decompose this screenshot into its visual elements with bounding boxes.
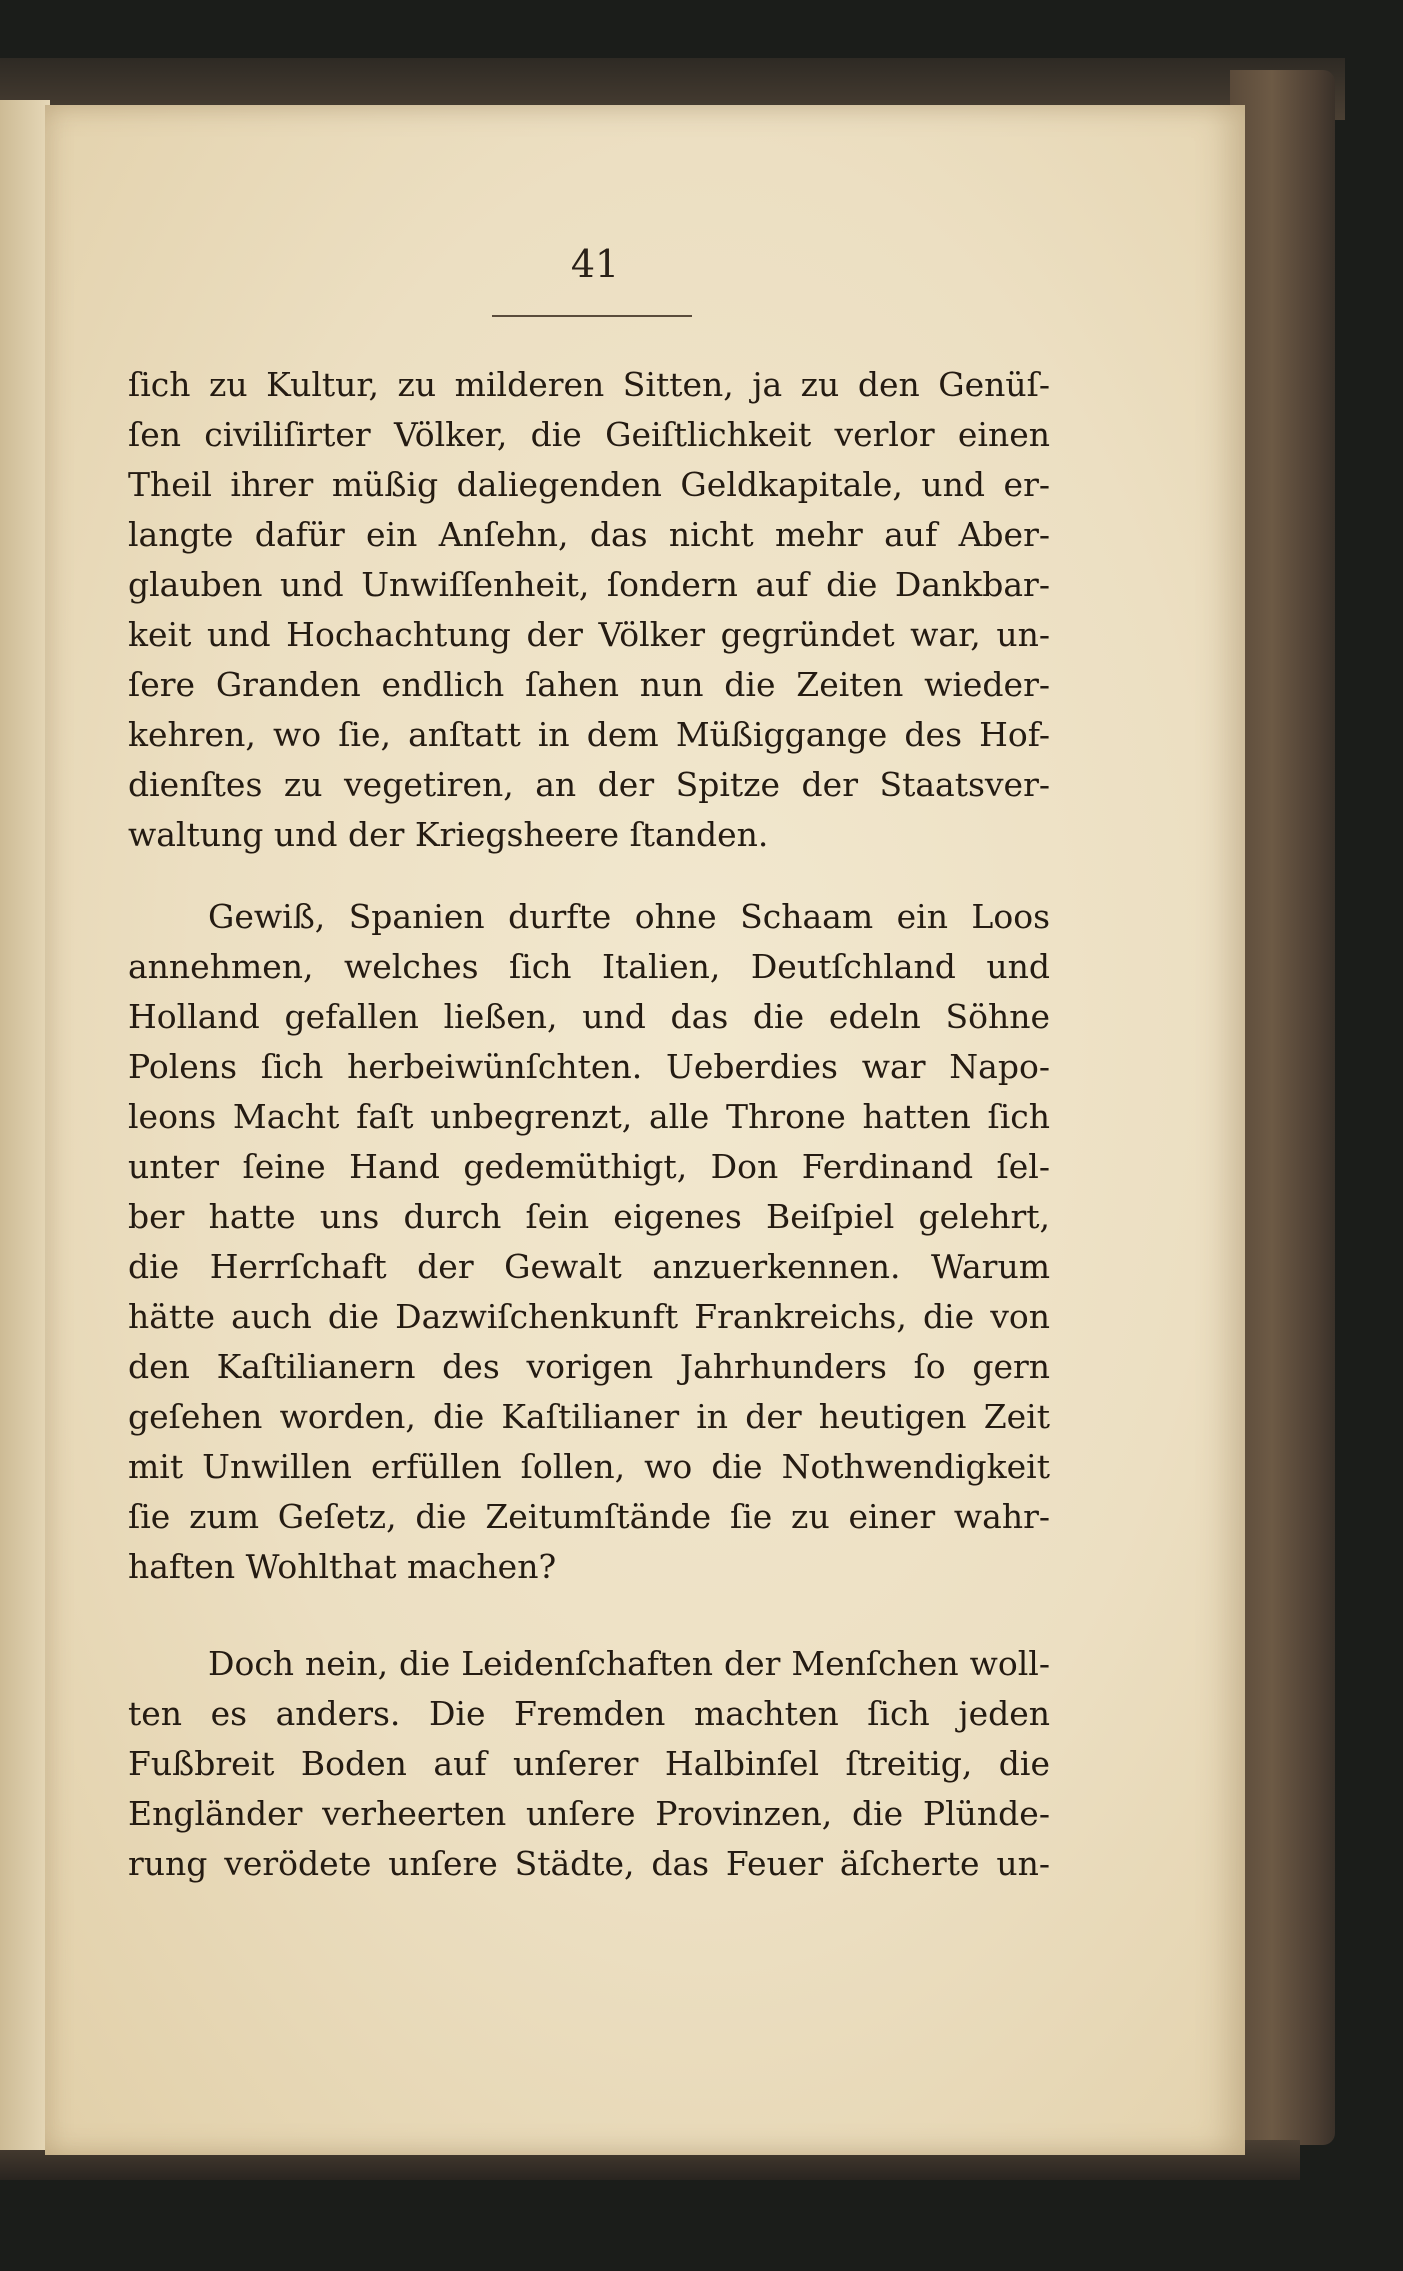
book-cover-right-edge [1230, 70, 1335, 2145]
facing-page-edge [0, 100, 50, 2150]
text-line: Doch nein, die Leidenſchaften der Menſchen woll- [208, 1644, 1050, 1683]
text-line: ſie zum Geſetz, die Zeitumſtände ſie zu einer wahr- [128, 1497, 1050, 1536]
paragraph-2 [128, 892, 1050, 1592]
text-line: ſere Granden endlich ſahen nun die Zeiten wieder- [128, 665, 1050, 704]
header-rule [492, 315, 692, 317]
text-line: ſen civiliſirter Völker, die Geiſtlichkeit verlor einen [128, 415, 1050, 454]
text-line: glauben und Unwiſſenheit, ſondern auf die Dankbar- [128, 565, 1050, 604]
text-line: keit und Hochachtung der Völker gegründet war, un- [128, 615, 1050, 654]
text-line: Theil ihrer müßig daliegenden Geldkapitale, und er- [128, 465, 1050, 504]
text-line: den Kaſtilianern des vorigen Jahrhunders ſo gern [128, 1347, 1050, 1386]
text-line: Gewiß, Spanien durfte ohne Schaam ein Loos [208, 897, 1050, 936]
text-line: geſehen worden, die Kaſtilianer in der heutigen Zeit [128, 1397, 1050, 1436]
text-line: kehren, wo ſie, anſtatt in dem Müßiggange des Hof- [128, 715, 1050, 754]
text-line: Polens ſich herbeiwünſchten. Ueberdies war Napo- [128, 1047, 1050, 1086]
text-line: Holland gefallen ließen, und das die edeln Söhne [128, 997, 1050, 1036]
text-line: waltung und der Kriegsheere ſtanden. [128, 815, 769, 854]
text-line: annehmen, welches ſich Italien, Deutſchland und [128, 947, 1050, 986]
text-line: die Herrſchaft der Gewalt anzuerkennen. Warum [128, 1247, 1050, 1286]
text-line: hätte auch die Dazwiſchenkunft Frankreichs, die von [128, 1297, 1050, 1336]
text-line: Engländer verheerten unſere Provinzen, die Plünde- [128, 1794, 1050, 1833]
text-line: leons Macht faſt unbegrenzt, alle Throne hatten ſich [128, 1097, 1050, 1136]
text-line: ſich zu Kultur, zu milderen Sitten, ja zu den Genüſ- [128, 365, 1050, 404]
paragraph-1 [128, 360, 1050, 860]
text-line: rung verödete unſere Städte, das Feuer äſcherte un- [128, 1844, 1050, 1883]
text-line: ber hatte uns durch ſein eigenes Beiſpiel gelehrt, [128, 1197, 1050, 1236]
text-line: unter ſeine Hand gedemüthigt, Don Ferdinand ſel- [128, 1147, 1050, 1186]
text-line: ten es anders. Die Fremden machten ſich jeden [128, 1694, 1050, 1733]
text-line: haften Wohlthat machen? [128, 1547, 557, 1586]
text-line: Fußbreit Boden auf unſerer Halbinſel ſtreitig, die [128, 1744, 1050, 1783]
text-line: dienſtes zu vegetiren, an der Spitze der Staatsver- [128, 765, 1050, 804]
text-line: langte dafür ein Anſehn, das nicht mehr auf Aber- [128, 515, 1050, 554]
page-number: 41 [570, 242, 620, 286]
paragraph-3 [128, 1639, 1050, 1889]
text-line: mit Unwillen erfüllen ſollen, wo die Nothwendigkeit [128, 1447, 1050, 1486]
